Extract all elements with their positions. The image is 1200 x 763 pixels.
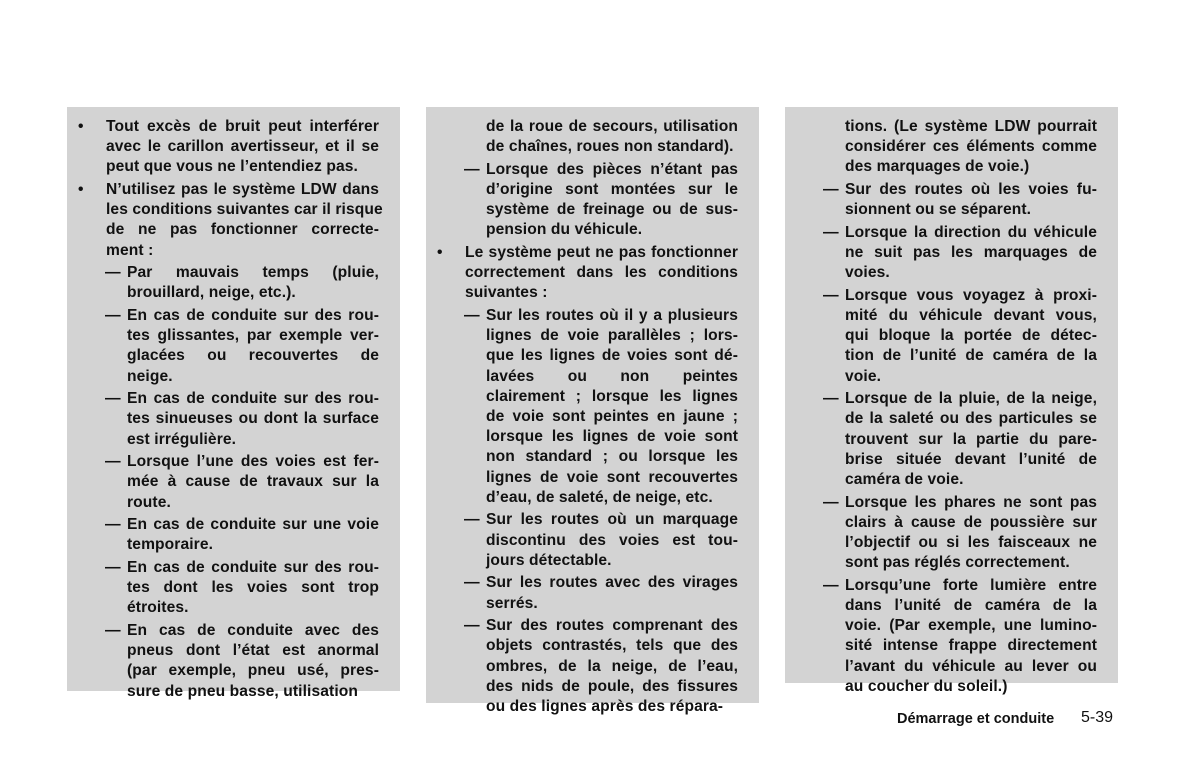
dash-marker: — [823, 576, 839, 594]
text-line: lorsque les lignes de voie sont [486, 428, 738, 446]
text-column-3 [785, 107, 1118, 695]
text-line: mée à cause de travaux sur la [127, 473, 379, 491]
text-line: Tout excès de bruit peut interférer [106, 118, 379, 135]
text-line: suivantes : [465, 284, 548, 302]
text-line: Lorsque les phares ne sont pas [845, 493, 1097, 511]
dash-marker: — [105, 516, 121, 534]
text-column-2 [426, 107, 759, 715]
text-line: Lorsque de la pluie, de la neige, [845, 390, 1097, 408]
text-line: lignes de voie sont recouvertes [486, 468, 738, 486]
dash-marker: — [105, 559, 121, 576]
page-number: 5-39 [1081, 709, 1114, 726]
text-line: lignes de voie parallèles ; lors- [486, 327, 738, 345]
text-line: brise située devant l’unité de [845, 450, 1097, 468]
bullet-marker: • [78, 181, 84, 198]
text-line: Sur des routes où les voies fu- [845, 181, 1097, 198]
text-line: trouvent sur la partie du pare- [845, 430, 1097, 448]
dash-marker: — [464, 511, 480, 529]
text-line: est irrégulière. [127, 430, 237, 448]
dash-marker: — [464, 617, 480, 635]
text-line: caméra de voie. [845, 471, 964, 488]
text-line: d’origine sont montées sur le [486, 181, 738, 198]
text-line: temporaire. [127, 536, 214, 554]
dash-marker: — [464, 160, 480, 178]
text-line: pension du véhicule. [486, 221, 643, 239]
text-line: sont pas réglés correctement. [845, 554, 1070, 572]
text-line: jours détectable. [486, 551, 612, 569]
dash-marker: — [464, 307, 480, 324]
text-line: Par mauvais temps (pluie, [127, 264, 379, 282]
text-line: voies. [845, 264, 890, 282]
text-line: Lorsque la direction du véhicule [845, 223, 1097, 241]
text-line: glacées ou recouvertes de [127, 347, 379, 365]
text-line: Lorsqu’une forte lumière entre [845, 576, 1097, 594]
text-line: tes glissantes, par exemple ver- [127, 327, 379, 345]
dash-marker: — [823, 493, 839, 511]
text-line: considérer ces éléments comme [845, 138, 1097, 156]
text-line: les conditions suivantes car il risque [106, 201, 383, 219]
text-line: l’avant du véhicule au lever ou [845, 657, 1097, 675]
text-line: d’eau, de saleté, de neige, etc. [486, 488, 713, 506]
text-line: route. [127, 493, 171, 511]
dash-marker: — [105, 453, 121, 471]
bullet-marker: • [437, 244, 443, 261]
text-line: tes dont les voies sont trop [127, 579, 379, 597]
text-line: système de freinage ou de sus- [486, 201, 738, 219]
text-column-1 [67, 107, 400, 700]
text-line: En cas de conduite sur des rou- [127, 559, 379, 576]
text-line: de ne pas fonctionner correcte- [106, 221, 379, 239]
text-line: tion de l’unité de caméra de la [845, 347, 1097, 365]
text-line: sure de pneu basse, utilisation [127, 682, 358, 700]
dash-marker: — [105, 264, 121, 282]
text-line: clairs à cause de poussière sur [845, 513, 1097, 531]
text-line: avec le carillon avertisseur, et il se [106, 138, 379, 156]
text-line: neige. [127, 367, 173, 385]
text-line: l’objectif ou si les faisceaux ne [845, 534, 1097, 551]
dash-marker: — [105, 622, 121, 639]
text-line: discontinu des voies est tou- [486, 531, 738, 549]
text-line: pneus dont l’état est anormal [127, 642, 379, 660]
text-line: Lorsque des pièces n’étant pas [486, 160, 738, 178]
text-line: Le système peut ne pas fonctionner [465, 244, 738, 261]
bullet-marker: • [78, 118, 84, 135]
text-line: dans l’unité de caméra de la [845, 597, 1097, 614]
dash-marker: — [823, 390, 839, 408]
text-line: mité du véhicule devant vous, [845, 307, 1097, 324]
text-line: correctement dans les conditions [465, 264, 738, 282]
text-line: que les lignes de voies sont dé- [486, 347, 738, 365]
dash-marker: — [823, 223, 839, 241]
text-line: Sur des routes comprenant des [486, 617, 738, 635]
text-line: de la roue de secours, utilisation [486, 118, 738, 135]
text-line: serrés. [486, 594, 538, 612]
text-line: sionnent ou se séparent. [845, 201, 1032, 219]
text-line: ou des lignes après des répara- [486, 698, 724, 715]
dash-marker: — [464, 574, 480, 592]
text-line: brouillard, neige, etc.). [127, 284, 296, 302]
text-line: de la saleté ou des particules se [845, 410, 1097, 428]
text-line: des nids de poule, des fissures [486, 677, 738, 695]
text-line: peut que vous ne l’entendiez pas. [106, 158, 358, 176]
text-line: N’utilisez pas le système LDW dans [106, 181, 379, 198]
text-line: Sur les routes où il y a plusieurs [486, 307, 738, 324]
text-line: Lorsque vous voyagez à proxi- [845, 286, 1097, 304]
text-line: objets contrastés, tels que des [486, 637, 738, 655]
text-line: étroites. [127, 599, 189, 617]
text-line: voie. (Par exemple, une lumino- [845, 617, 1097, 635]
text-line: des marquages de voie.) [845, 158, 1030, 176]
text-line: sité intense frappe directement [845, 637, 1097, 655]
text-line: Lorsque l’une des voies est fer- [127, 453, 379, 471]
text-line: En cas de conduite sur des rou- [127, 390, 379, 408]
text-line: tions. (Le système LDW pourrait [845, 118, 1097, 135]
text-line: de voie sont peintes en jaune ; [486, 408, 738, 425]
text-line: En cas de conduite avec des [127, 622, 379, 639]
section-title: Démarrage et conduite [897, 711, 1055, 727]
text-line: voie. [845, 367, 882, 385]
text-line: ment : [106, 241, 154, 259]
dash-marker: — [823, 181, 839, 198]
dash-marker: — [823, 286, 839, 304]
dash-marker: — [105, 390, 121, 408]
text-line: non standard ; ou lorsque les [486, 448, 738, 466]
dash-marker: — [105, 307, 121, 324]
text-line: ombres, de la neige, de l’eau, [486, 657, 738, 675]
text-line: qui bloque la portée de détec- [845, 327, 1097, 345]
text-line: de chaînes, roues non standard). [486, 138, 734, 156]
text-line: En cas de conduite sur des rou- [127, 307, 379, 324]
text-line: Sur les routes où un marquage [486, 511, 738, 529]
text-line: clairement ; lorsque les lignes [486, 387, 738, 405]
text-line: (par exemple, pneu usé, pres- [127, 662, 379, 680]
text-line: Sur les routes avec des virages [486, 574, 738, 592]
text-line: lavées ou non peintes [486, 367, 738, 385]
text-line: au coucher du soleil.) [845, 677, 1008, 695]
text-line: tes sinueuses ou dont la surface [127, 410, 379, 428]
text-line: En cas de conduite sur une voie [127, 516, 379, 534]
text-line: ne suit pas les marquages de [845, 244, 1097, 261]
